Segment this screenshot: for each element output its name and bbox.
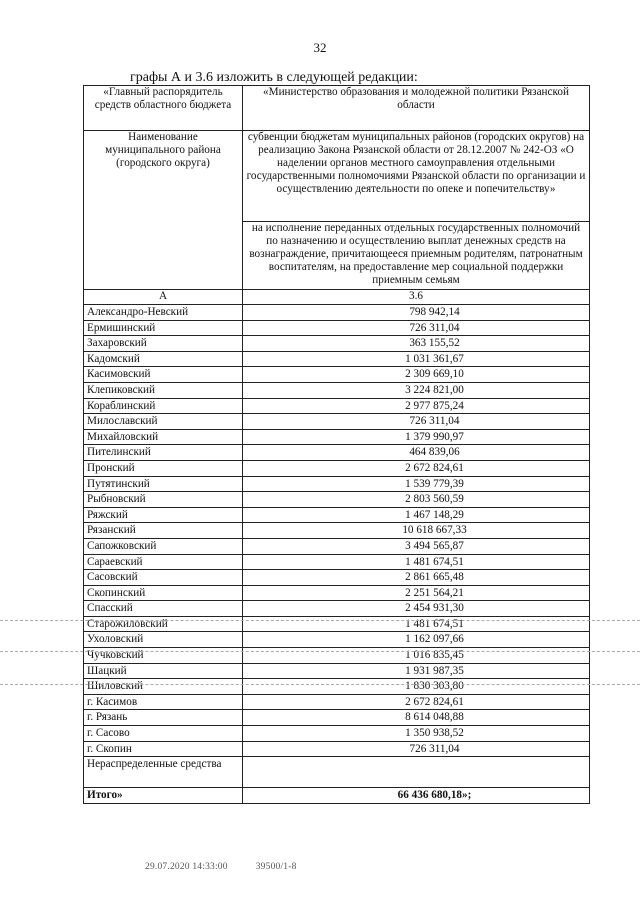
district-name: Рязанский xyxy=(84,523,243,539)
amount-value: 1 350 938,52 xyxy=(243,726,590,742)
header-subvention-text: субвенции бюджетам муниципальных районов (городских округов) на реализацию Закона Рязанской области от 28.12.2007 № 242-ОЗ «О наделении органов местного самоуправления отдельными государственными полномочиями Рязанской области по организации и осуществлению деятельности по опеке и попечительству» xyxy=(243,131,590,222)
amount-value: 726 311,04 xyxy=(243,741,590,757)
district-name: Касимовский xyxy=(84,367,243,383)
amount-value: 363 155,52 xyxy=(243,336,590,352)
table-row xyxy=(84,320,590,336)
district-name: г. Сасово xyxy=(84,726,243,742)
district-name: Шацкий xyxy=(84,663,243,679)
undistributed-row xyxy=(84,757,590,788)
district-name: Рыбновский xyxy=(84,492,243,508)
district-name: Пителинский xyxy=(84,445,243,461)
district-name: Скопинский xyxy=(84,585,243,601)
scan-artifact-line xyxy=(0,651,640,652)
amount-value: 10 618 667,33 xyxy=(243,523,590,539)
footer-doc-id: 39500/1-8 xyxy=(255,862,297,872)
intro-text: графы А и 3.6 изложить в следующей редакции: xyxy=(130,70,418,85)
amount-value: 2 672 824,61 xyxy=(243,694,590,710)
amount-value: 2 251 564,21 xyxy=(243,585,590,601)
table-row xyxy=(84,460,590,476)
amount-value: 1 467 148,29 xyxy=(243,507,590,523)
amount-value: 2 672 824,61 xyxy=(243,460,590,476)
district-name: Пронский xyxy=(84,460,243,476)
district-name: Кадомский xyxy=(84,351,243,367)
amount-value: 464 839,06 xyxy=(243,445,590,461)
table-row xyxy=(84,492,590,508)
table-row xyxy=(84,336,590,352)
footer-timestamp: 29.07.2020 14:33:00 xyxy=(145,862,228,872)
header-district-label: Наименование муниципального района (городского округа) xyxy=(84,131,243,290)
table-row xyxy=(84,632,590,648)
table-row xyxy=(84,351,590,367)
scan-artifact-line xyxy=(0,684,640,685)
district-name: Ермишинский xyxy=(84,320,243,336)
amount-value: 1 830 303,80 xyxy=(243,679,590,695)
district-name: Александро-Невский xyxy=(84,305,243,321)
scan-artifact-line xyxy=(0,620,640,621)
total-row xyxy=(84,788,590,804)
district-name: Милославский xyxy=(84,414,243,430)
table-row xyxy=(84,507,590,523)
district-name: Спасский xyxy=(84,601,243,617)
amount-value: 8 614 048,88 xyxy=(243,710,590,726)
header-distributor-label: «Главный распорядитель средств областного бюджета xyxy=(84,86,243,131)
amount-value: 1 539 779,39 xyxy=(243,476,590,492)
column-labels-row xyxy=(84,290,590,305)
table-row xyxy=(84,648,590,664)
amount-value: 2 803 560,59 xyxy=(243,492,590,508)
table-row xyxy=(84,538,590,554)
undistributed-value xyxy=(243,757,590,788)
amount-value: 1 031 361,67 xyxy=(243,351,590,367)
column-label-3-6: 3.6 xyxy=(243,290,590,305)
page-number: 32 xyxy=(313,40,327,55)
table-row xyxy=(84,616,590,632)
header-row-subvention xyxy=(84,131,590,222)
amount-value: 1 016 835,45 xyxy=(243,648,590,664)
district-name: г. Рязань xyxy=(84,710,243,726)
amount-value: 1 379 990,97 xyxy=(243,429,590,445)
amount-value: 1 481 674,51 xyxy=(243,616,590,632)
total-value: 66 436 680,18»; xyxy=(243,788,590,804)
table-row xyxy=(84,601,590,617)
table-row xyxy=(84,398,590,414)
district-name: Михайловский xyxy=(84,429,243,445)
amount-value: 1 931 987,35 xyxy=(243,663,590,679)
amount-value: 726 311,04 xyxy=(243,320,590,336)
table-row xyxy=(84,710,590,726)
table-row xyxy=(84,414,590,430)
column-label-a: А xyxy=(84,290,243,305)
amount-value: 1 481 674,51 xyxy=(243,554,590,570)
table-row xyxy=(84,367,590,383)
district-name: Шиловский xyxy=(84,679,243,695)
header-row-distributor xyxy=(84,86,590,131)
total-label: Итого» xyxy=(84,788,243,804)
amount-value: 3 224 821,00 xyxy=(243,382,590,398)
table-row xyxy=(84,741,590,757)
header-ministry-name: «Министерство образования и молодежной политики Рязанской области xyxy=(243,86,590,131)
amount-value: 2 309 669,10 xyxy=(243,367,590,383)
district-name: г. Скопин xyxy=(84,741,243,757)
district-name: Ухоловский xyxy=(84,632,243,648)
district-name: Чучковский xyxy=(84,648,243,664)
table-row xyxy=(84,554,590,570)
footer xyxy=(145,862,297,872)
district-name: Захаровский xyxy=(84,336,243,352)
amount-value: 726 311,04 xyxy=(243,414,590,430)
district-name: Путятинский xyxy=(84,476,243,492)
amount-value: 2 454 931,30 xyxy=(243,601,590,617)
table-row xyxy=(84,445,590,461)
amount-value: 1 162 097,66 xyxy=(243,632,590,648)
amount-value: 2 977 875,24 xyxy=(243,398,590,414)
table-row xyxy=(84,476,590,492)
table-row xyxy=(84,382,590,398)
table-row xyxy=(84,523,590,539)
header-purpose-text: на исполнение переданных отдельных государственных полномочий по назначению и осуществлению выплат денежных средств на вознаграждение, причитающееся приемным родителям, патронатным воспитателям, на предоставление мер социальной поддержки приемным семьям xyxy=(243,222,590,290)
district-name: Клепиковский xyxy=(84,382,243,398)
district-name: Сапожковский xyxy=(84,538,243,554)
district-name: Старожиловский xyxy=(84,616,243,632)
district-name: г. Касимов xyxy=(84,694,243,710)
table-row xyxy=(84,570,590,586)
table-row xyxy=(84,694,590,710)
district-name: Сасовский xyxy=(84,570,243,586)
table-row xyxy=(84,429,590,445)
amount-value: 2 861 665,48 xyxy=(243,570,590,586)
table-row xyxy=(84,663,590,679)
table-row xyxy=(84,726,590,742)
amount-value: 3 494 565,87 xyxy=(243,538,590,554)
amount-value: 798 942,14 xyxy=(243,305,590,321)
district-name: Ряжский xyxy=(84,507,243,523)
table-row xyxy=(84,305,590,321)
district-name: Сараевский xyxy=(84,554,243,570)
undistributed-label: Нераспределенные средства xyxy=(84,757,243,788)
table-row xyxy=(84,679,590,695)
district-name: Кораблинский xyxy=(84,398,243,414)
table-row xyxy=(84,585,590,601)
subvention-table xyxy=(83,85,590,804)
